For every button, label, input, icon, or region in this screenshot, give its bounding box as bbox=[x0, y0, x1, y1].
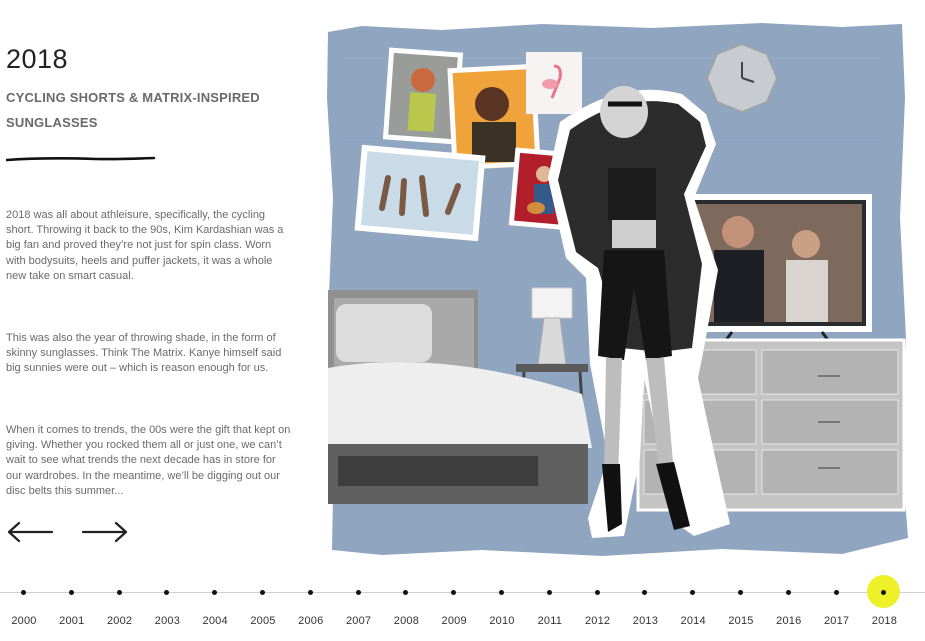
timeline-year-2000[interactable] bbox=[0, 580, 48, 636]
arrow-left-icon bbox=[5, 518, 55, 546]
timeline-dot bbox=[451, 590, 456, 595]
timeline-year-label: 2018 bbox=[871, 615, 898, 627]
timeline-dot bbox=[834, 590, 839, 595]
timeline-year-label: 2014 bbox=[680, 615, 706, 627]
page-year-title: 2018 bbox=[6, 44, 69, 74]
timeline-year-2010[interactable] bbox=[478, 580, 526, 636]
timeline-dot bbox=[356, 590, 361, 595]
timeline-year-2012[interactable] bbox=[574, 580, 622, 636]
timeline-year-label: 2012 bbox=[584, 615, 611, 627]
arrow-right-icon bbox=[80, 518, 130, 546]
body-paragraph-1: 2018 was all about athleisure, specifically, the cycling short. Throwing it back to the 90s, Kim Kardashian was a big fan and proved they’re not just for spin class. Worn with bodysuits, heels and puffer jackets, it was a whole new take on smart casual. bbox=[6, 209, 284, 282]
timeline-year-2017[interactable] bbox=[813, 580, 861, 636]
timeline-year-2015[interactable] bbox=[717, 580, 765, 636]
collage-illustration bbox=[322, 18, 912, 560]
timeline-dot bbox=[738, 590, 743, 595]
body-paragraph-2: This was also the year of throwing shade, in the form of skinny sunglasses. Think The Matrix. Kanye himself said big sunnies were out – which is reason enough for us. bbox=[6, 332, 282, 375]
next-year-button[interactable] bbox=[80, 518, 130, 546]
timeline-dot bbox=[690, 590, 695, 595]
timeline-year-label: 2003 bbox=[154, 615, 181, 627]
timeline-dot bbox=[21, 590, 26, 595]
timeline-year-label: 2004 bbox=[202, 615, 228, 627]
timeline-year-2016[interactable] bbox=[765, 580, 813, 636]
timeline-year-2003[interactable] bbox=[143, 580, 191, 636]
timeline-year-2008[interactable] bbox=[382, 580, 430, 636]
timeline-year-label: 2002 bbox=[106, 615, 133, 627]
timeline-year-2011[interactable] bbox=[526, 580, 574, 636]
timeline-dot bbox=[499, 590, 504, 595]
timeline-year-label: 2006 bbox=[298, 615, 324, 627]
timeline-year-label: 2009 bbox=[441, 615, 467, 627]
timeline-year-label: 2017 bbox=[823, 615, 850, 627]
timeline-dot bbox=[786, 590, 791, 595]
timeline-year-label: 2005 bbox=[250, 615, 276, 627]
timeline-year-label: 2010 bbox=[489, 615, 515, 627]
timeline-dot bbox=[212, 590, 217, 595]
timeline-year-2014[interactable] bbox=[669, 580, 717, 636]
timeline-year-2002[interactable] bbox=[96, 580, 144, 636]
timeline-dot bbox=[595, 590, 600, 595]
timeline-year-label: 2007 bbox=[345, 615, 372, 627]
photo-hands-beach bbox=[354, 145, 485, 241]
timeline-dot bbox=[642, 590, 647, 595]
timeline-dot bbox=[308, 590, 313, 595]
timeline-year-2018[interactable] bbox=[860, 580, 908, 636]
timeline-dot bbox=[403, 590, 408, 595]
timeline-year-2005[interactable] bbox=[239, 580, 287, 636]
previous-year-button[interactable] bbox=[5, 518, 55, 546]
wall-clock bbox=[707, 44, 777, 112]
timeline-dot bbox=[69, 590, 74, 595]
page-subtitle: CYCLING SHORTS & MATRIX-INSPIRED SUNGLASSES bbox=[6, 90, 260, 130]
timeline-year-2009[interactable] bbox=[430, 580, 478, 636]
timeline-dot bbox=[164, 590, 169, 595]
timeline-dot bbox=[117, 590, 122, 595]
timeline-year-label: 2015 bbox=[728, 615, 754, 627]
timeline-year-label: 2013 bbox=[632, 615, 659, 627]
timeline-year-label: 2001 bbox=[59, 615, 85, 627]
timeline-dot bbox=[547, 590, 552, 595]
timeline-year-label: 2008 bbox=[393, 615, 420, 627]
photo-flamingo bbox=[526, 52, 582, 114]
body-paragraph-3: When it comes to trends, the 00s were the gift that kept on giving. Whether you rocked them all or just one, we can’t wait to see what trends the next decade has in store for our wardrobes. In the meantime, we’ll be digging out our disc belts this summer... bbox=[6, 424, 291, 497]
timeline-year-label: 2011 bbox=[537, 615, 563, 627]
timeline-year-label: 2000 bbox=[11, 615, 37, 627]
brush-divider bbox=[6, 155, 156, 163]
timeline-dot bbox=[260, 590, 265, 595]
timeline-year-2013[interactable] bbox=[621, 580, 669, 636]
timeline-year-2001[interactable] bbox=[48, 580, 96, 636]
timeline-year-2006[interactable] bbox=[287, 580, 335, 636]
timeline-year-2007[interactable] bbox=[335, 580, 383, 636]
timeline-year-2004[interactable] bbox=[191, 580, 239, 636]
timeline-year-label: 2016 bbox=[776, 615, 802, 627]
